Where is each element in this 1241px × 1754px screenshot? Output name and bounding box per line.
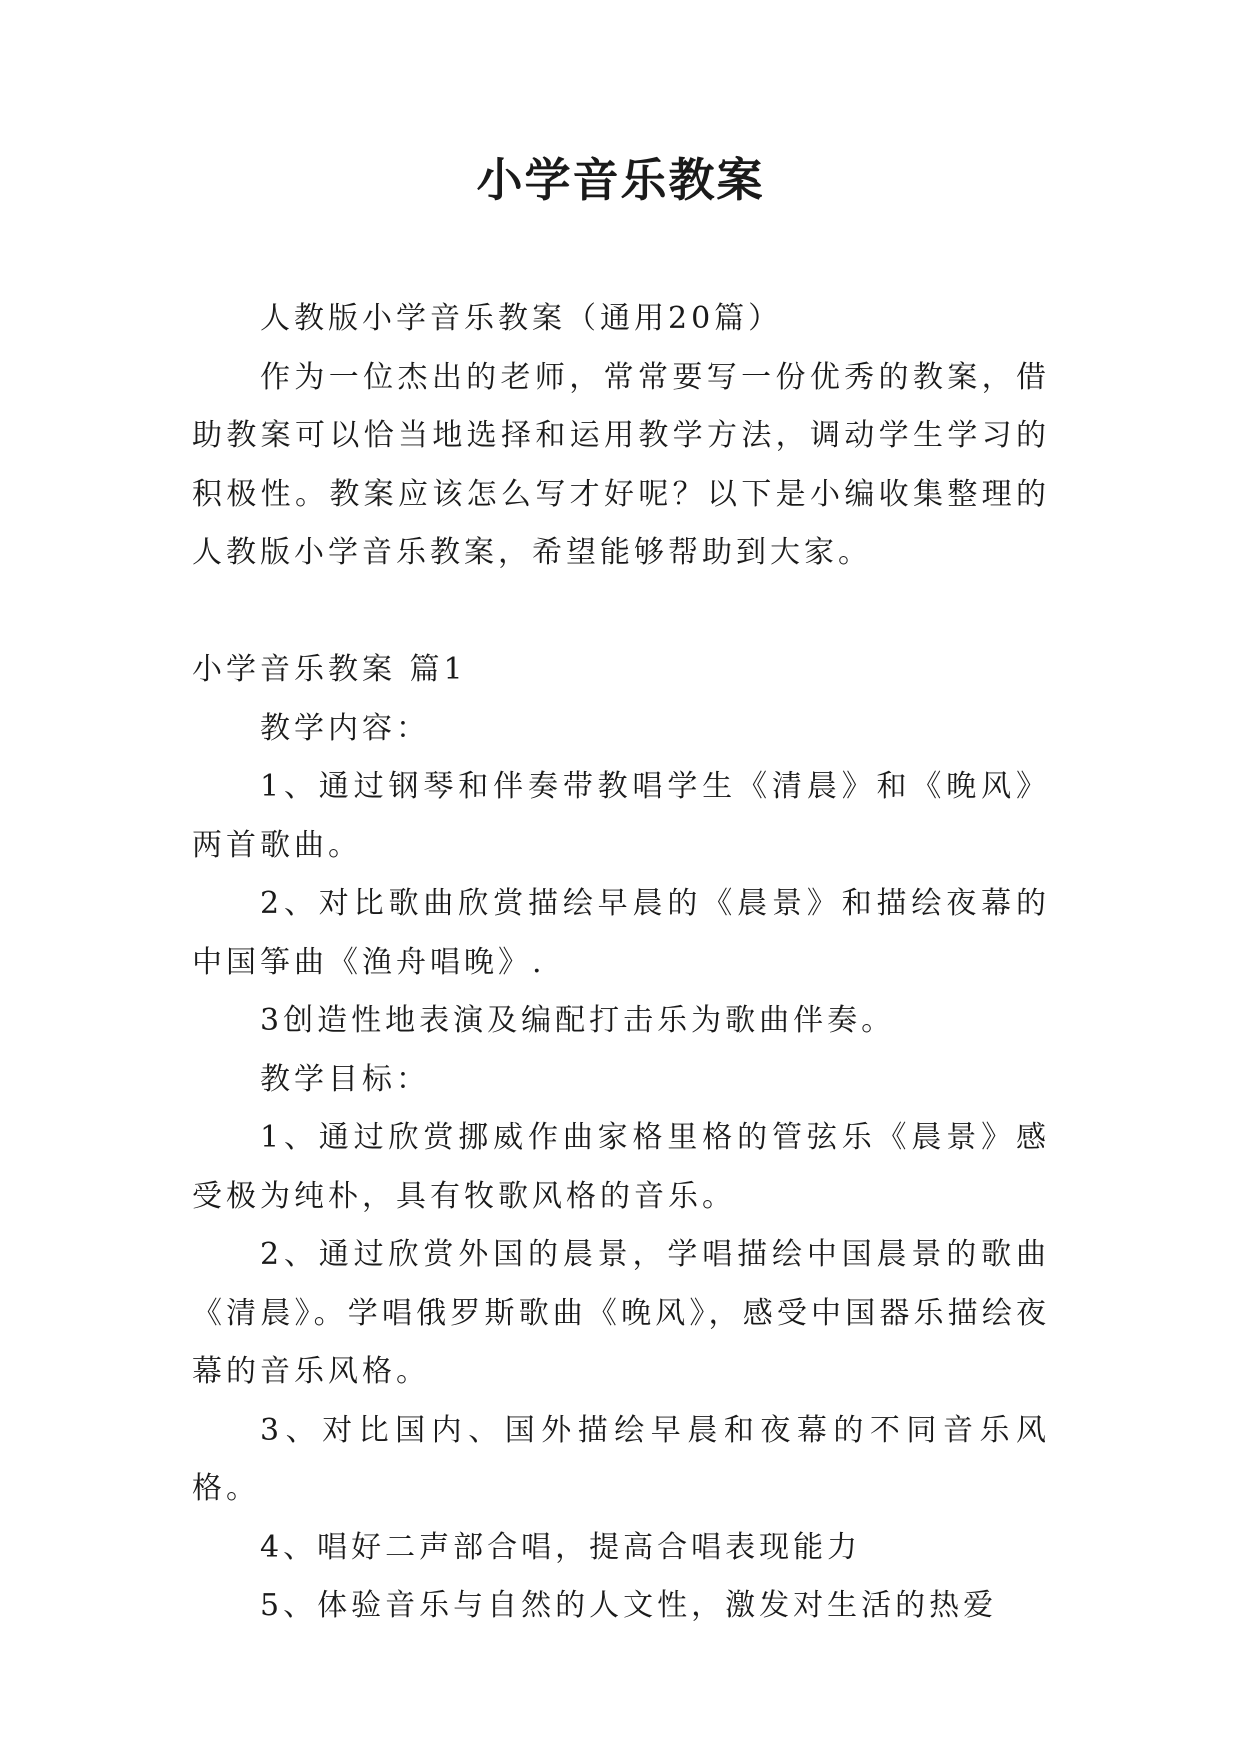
goal-item: 1、通过欣赏挪威作曲家格里格的管弦乐《晨景》感受极为纯朴，具有牧歌风格的音乐。 <box>192 1120 1050 1214</box>
document-title: 小学音乐教案 <box>476 153 765 207</box>
section-heading: 小学音乐教案 篇1 <box>192 652 467 687</box>
paragraph-spacer <box>192 583 1050 642</box>
content-heading: 教学内容： <box>260 710 430 746</box>
goals-heading: 教学目标： <box>260 1061 430 1097</box>
goal-item: 5、体验音乐与自然的人文性，激发对生活的热爱 <box>260 1588 998 1623</box>
document-body <box>192 290 1050 1636</box>
goal-item: 4、唱好二声部合唱，提高合唱表现能力 <box>260 1529 862 1565</box>
goal-item: 3、对比国内、国外描绘早晨和夜幕的不同音乐风格。 <box>192 1412 1050 1506</box>
intro-paragraph: 作为一位杰出的老师，常常要写一份优秀的教案，借助教案可以恰当地选择和运用教学方法，调动学生学习的积极性。教案应该怎么写才好呢？以下是小编收集整理的人教版小学音乐教案，希望能够帮助到大家。 <box>192 359 1050 570</box>
content-item: 1、通过钢琴和伴奏带教唱学生《清晨》和《晚风》两首歌曲。 <box>192 769 1050 863</box>
goal-item: 2、通过欣赏外国的晨景，学唱描绘中国晨景的歌曲《清晨》。学唱俄罗斯歌曲《晚风》，感受中国器乐描绘夜幕的音乐风格。 <box>192 1237 1050 1389</box>
content-item: 3创造性地表演及编配打击乐为歌曲伴奏。 <box>260 1003 896 1038</box>
content-item: 2、对比歌曲欣赏描绘早晨的《晨景》和描绘夜幕的中国筝曲《渔舟唱晚》. <box>192 886 1050 980</box>
document-subtitle: 人教版小学音乐教案（通用20篇） <box>260 301 783 336</box>
